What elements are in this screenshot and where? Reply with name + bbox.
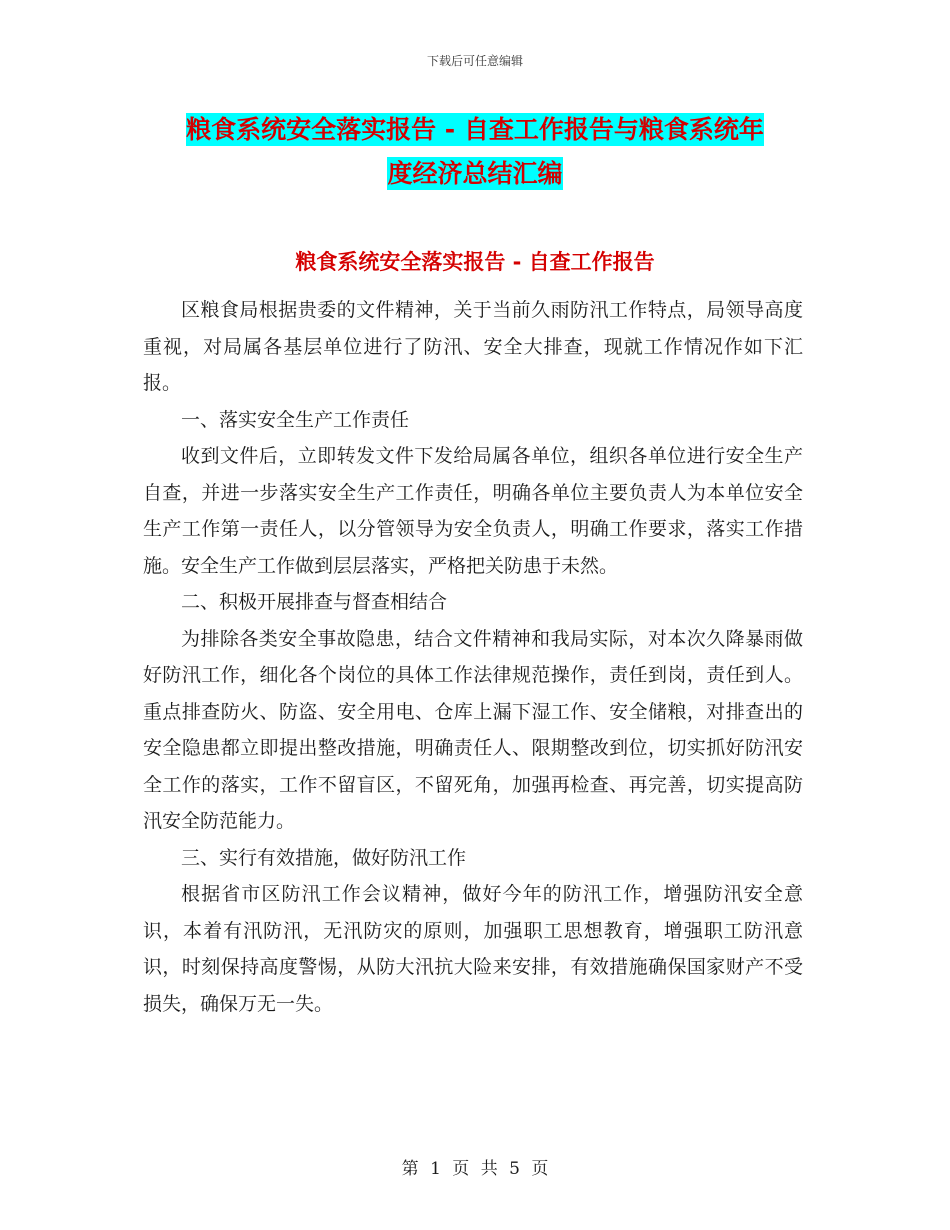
intro-paragraph: 区粮食局根据贵委的文件精神，关于当前久雨防汛工作特点，局领导高度重视，对局属各基层单位进行了防汛、安全大排查，现就工作情况作如下汇报。 (143, 299, 803, 394)
heading-inspection: 二、积极开展排查与督查相结合 (181, 591, 448, 613)
document-title (140, 108, 810, 196)
inspection-paragraph: 为排除各类安全事故隐患，结合文件精神和我局实际，对本次久降暴雨做好防汛工作，细化各个岗位的具体工作法律规范操作，责任到岗，责任到人。重点排查防火、防盗、安全用电、仓库上漏下湿工作、安全储粮，对排查出的安全隐患都立即提出整改措施，明确责任人、限期整改到位，切实抓好防汛安全工作的落实，工作不留盲区，不留死角，加强再检查、再完善，切实提高防汛安全防范能力。 (143, 627, 803, 832)
responsibility-paragraph: 收到文件后，立即转发文件下发给局属各单位，组织各单位进行安全生产自查，并进一步落实安全生产工作责任，明确各单位主要负责人为本单位安全生产工作第一责任人，以分管领导为安全负责人，明确工作要求，落实工作措施。安全生产工作做到层层落实，严格把关防患于未然。 (143, 445, 803, 577)
section-title: 粮食系统安全落实报告 - 自查工作报告 (295, 250, 655, 274)
page-number-footer: 第 1 页 共 5 页 (401, 1159, 549, 1179)
document-title-line-1: 粮食系统安全落实报告 - 自查工作报告与粮食系统年 (186, 115, 764, 144)
document-title-line-2: 度经济总结汇编 (387, 159, 563, 188)
heading-measures: 三、实行有效措施，做好防汛工作 (181, 846, 467, 869)
heading-responsibility: 一、落实安全生产工作责任 (181, 408, 410, 431)
document-body (143, 292, 803, 1022)
measures-paragraph: 根据省市区防汛工作会议精神，做好今年的防汛工作，增强防汛安全意识，本着有汛防汛，无汛防灾的原则，加强职工思想教育，增强职工防汛意识，时刻保持高度警惕，从防大汛抗大险来安排，有效措施确保国家财产不受损失，确保万无一失。 (143, 883, 803, 1015)
page-header-note: 下载后可任意编辑 (426, 54, 523, 68)
